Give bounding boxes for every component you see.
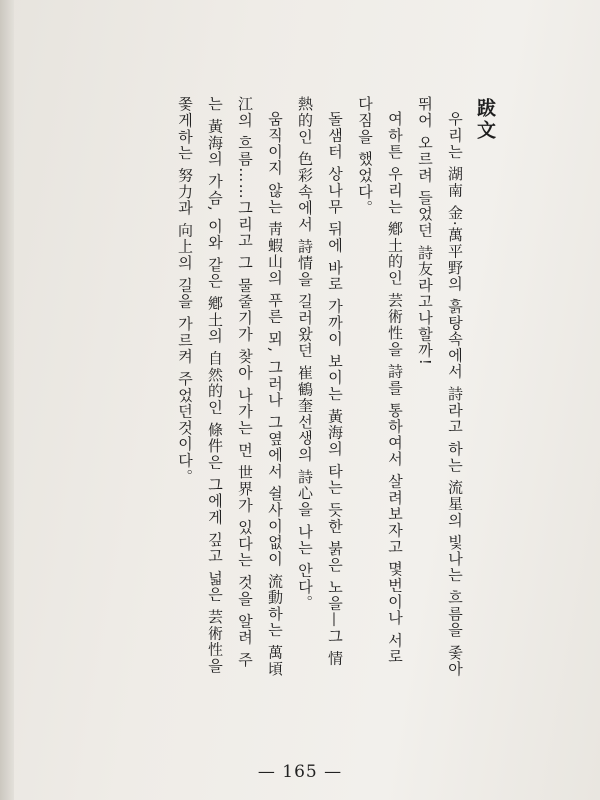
page-number: — 165 —: [257, 762, 343, 782]
text-line: 熱的인 色彩속에서 詩情을 길러왔던 崔鶴奎선생의 詩心을 나는 안다。: [296, 96, 314, 612]
book-binding-edge: [0, 0, 14, 800]
text-line: 여하튼 우리는 鄕土的인 芸術性을 詩를 통하여서 살려보자고 몇번이나 서로: [386, 111, 404, 665]
section-title: 跋文: [474, 98, 496, 142]
text-line: 움직이지 않는 靑蝦山의 푸른 뫼, 그러나 그옆에서 쉴사이없이 流動하는 萬頃: [266, 111, 284, 677]
text-line: 는 黃海의 가슴, 이와 같은 鄕土의 自然的인 條件은 그에게 깊고 넓은 芸術性을: [206, 96, 224, 675]
afterword-text-block: [70, 96, 500, 756]
text-line: 쫓게하는 努力과 向上의 길을 가르켜 주었던것이다。: [176, 96, 194, 485]
text-line: 우리는 湖南 金·萬平野의 흙탕속에서 詩라고 하는 流星의 빛나는 흐름을 좇아: [446, 111, 464, 677]
text-line: 江의 흐름……그리고 그 물줄기가 찾아 나가는 먼 世界가 있다는 것을 알려 주: [236, 96, 254, 669]
text-line: 다짐을 했었다。: [356, 96, 374, 217]
text-line: 뛰어 오르려 들었던 詩友라고나할까!: [416, 96, 434, 367]
text-line: 돌샘터 상나무 뒤에 바로 가까이 보이는 黃海의 타는 듯한 붉은 노을—그 情: [326, 111, 344, 667]
